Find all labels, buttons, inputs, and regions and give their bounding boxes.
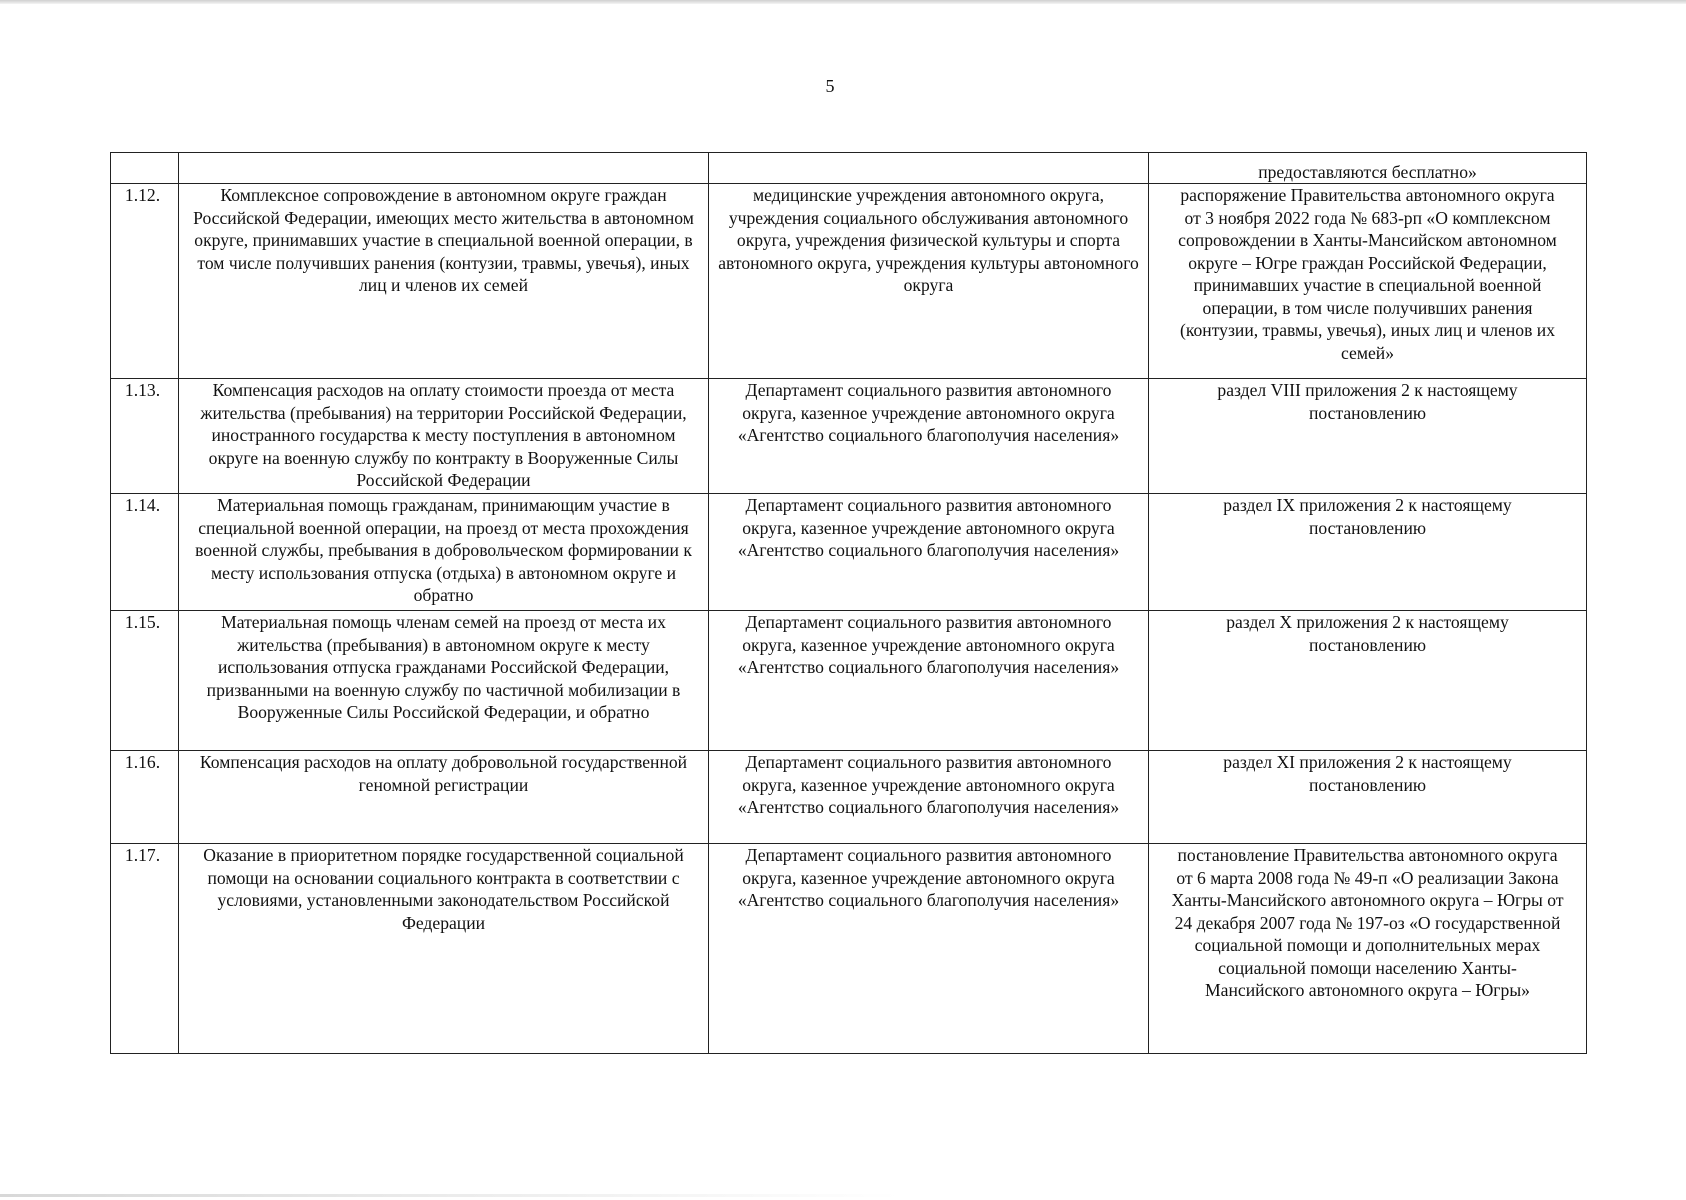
measure-legal-basis: раздел X приложения 2 к настоящему постановлению	[1149, 611, 1587, 751]
measure-executor: Департамент социального развития автономного округа, казенное учреждение автономного округа «Агентство социального благополучия населения»	[709, 611, 1149, 751]
page-number: 5	[825, 76, 835, 96]
measure-legal-basis: постановление Правительства автономного округа от 6 марта 2008 года № 49-п «О реализации Закона Ханты-Мансийского автономного округа – Югры от 24 декабря 2007 года № 197-оз «О государственной социальной помощи и дополнительных мерах социальной помощи населению Ханты-Мансийского автономного округа – Югры»	[1149, 844, 1587, 1054]
measure-legal-basis: раздел XI приложения 2 к настоящему постановлению	[1149, 751, 1587, 844]
continuation-num-cell	[111, 153, 179, 184]
continuation-row	[111, 153, 1587, 184]
row-number: 1.14.	[111, 494, 179, 611]
scan-edge-top	[0, 0, 1686, 4]
row-number: 1.15.	[111, 611, 179, 751]
measure-legal-basis: раздел VIII приложения 2 к настоящему постановлению	[1149, 379, 1587, 494]
measure-legal-basis: распоряжение Правительства автономного округа от 3 ноября 2022 года № 683-рп «О комплексном сопровождении в Ханты-Мансийском автономном округе – Югре граждан Российской Федерации, принимавших участие в специальной военной операции, в том числе получивших ранения (контузии, травмы, увечья), иных лиц и членов их семей»	[1149, 184, 1587, 379]
scan-edge-bottom	[0, 1194, 900, 1197]
row-number: 1.12.	[111, 184, 179, 379]
table-row	[111, 184, 1587, 379]
measure-executor: медицинские учреждения автономного округа, учреждения социального обслуживания автономного округа, учреждения физической культуры и спорта автономного округа, учреждения культуры автономного округа	[709, 184, 1149, 379]
measure-legal-basis: раздел IX приложения 2 к настоящему постановлению	[1149, 494, 1587, 611]
row-number: 1.16.	[111, 751, 179, 844]
measure-name: Оказание в приоритетном порядке государственной социальной помощи на основании социального контракта в соответствии с условиями, установленными законодательством Российской Федерации	[179, 844, 709, 1054]
continuation-executor-cell	[709, 153, 1149, 184]
measure-executor: Департамент социального развития автономного округа, казенное учреждение автономного округа «Агентство социального благополучия населения»	[709, 844, 1149, 1054]
row-number: 1.13.	[111, 379, 179, 494]
continuation-basis-cell: предоставляются бесплатно»	[1149, 153, 1587, 184]
measure-name: Комплексное сопровождение в автономном округе граждан Российской Федерации, имеющих место жительства в автономном округе, принимавших участие в специальной военной операции, в том числе получивших ранения (контузии, травмы, увечья), иных лиц и членов их семей	[179, 184, 709, 379]
table-row	[111, 494, 1587, 611]
measure-executor: Департамент социального развития автономного округа, казенное учреждение автономного округа «Агентство социального благополучия населения»	[709, 494, 1149, 611]
measures-table	[110, 152, 1587, 1054]
table-row	[111, 379, 1587, 494]
measure-executor: Департамент социального развития автономного округа, казенное учреждение автономного округа «Агентство социального благополучия населения»	[709, 379, 1149, 494]
measure-name: Компенсация расходов на оплату стоимости проезда от места жительства (пребывания) на территории Российской Федерации, иностранного государства к месту поступления в автономном округе на военную службу по контракту в Вооруженные Силы Российской Федерации	[179, 379, 709, 494]
measure-name: Материальная помощь членам семей на проезд от места их жительства (пребывания) в автономном округе к месту использования отпуска гражданами Российской Федерации, призванными на военную службу по частичной мобилизации в Вооруженные Силы Российской Федерации, и обратно	[179, 611, 709, 751]
measure-name: Компенсация расходов на оплату добровольной государственной геномной регистрации	[179, 751, 709, 844]
table-row	[111, 751, 1587, 844]
measure-name: Материальная помощь гражданам, принимающим участие в специальной военной операции, на проезд от места прохождения военной службы, пребывания в добровольческом формировании к месту использования отпуска (отдыха) в автономном округе и обратно	[179, 494, 709, 611]
table-row	[111, 844, 1587, 1054]
continuation-name-cell	[179, 153, 709, 184]
table-row	[111, 611, 1587, 751]
row-number: 1.17.	[111, 844, 179, 1054]
measure-executor: Департамент социального развития автономного округа, казенное учреждение автономного округа «Агентство социального благополучия населения»	[709, 751, 1149, 844]
